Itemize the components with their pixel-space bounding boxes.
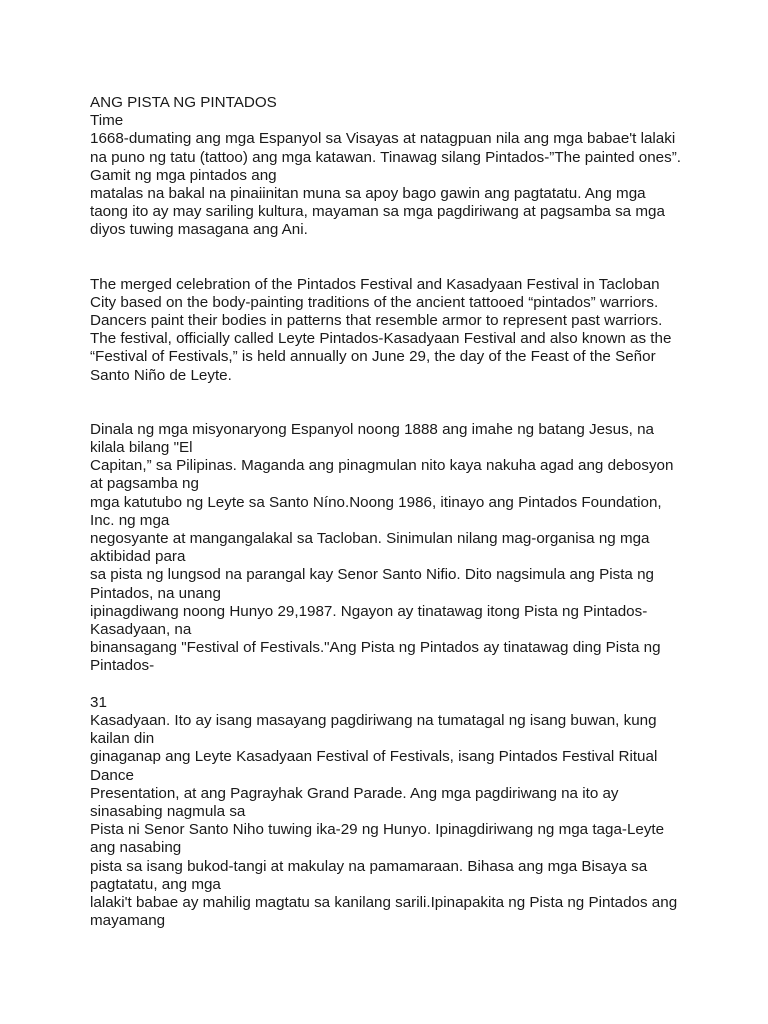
text-line: Pintados- — [90, 657, 155, 675]
text-line: kilala bilang "El — [90, 439, 193, 457]
section-history-tagalog — [90, 94, 730, 240]
text-line: City based on the body-painting traditions of the ancient tattooed “pintados” warriors. — [90, 293, 659, 311]
paragraph-gap — [90, 240, 730, 276]
text-line: negosyante at mangangalakal sa Tacloban. Sinimulan nilang mag-organisa ng mga — [90, 530, 650, 548]
paragraph-gap — [90, 385, 730, 421]
section-origin-tagalog — [90, 421, 730, 676]
text-line: mayamang — [90, 912, 166, 930]
text-line: 1668-dumating ang mga Espanyol sa Visayas at natagpuan nila ang mga babae't lalaki — [90, 130, 676, 148]
text-line: na puno ng tatu (tattoo) ang mga katawan. Tinawag silang Pintados-”The painted ones”. — [90, 148, 681, 166]
text-line: Presentation, at ang Pagrayhak Grand Parade. Ang mga pagdiriwang na ito ay — [90, 784, 619, 802]
text-line: Time — [90, 112, 124, 130]
text-line: Capitan,” sa Pilipinas. Maganda ang pinagmulan nito kaya nakuha agad ang debosyon — [90, 457, 674, 475]
text-line: taong ito ay may sariling kultura, mayaman sa mga pagdiriwang at pagsamba sa mga — [90, 203, 665, 221]
text-line: Dinala ng mga misyonaryong Espanyol noong 1888 ang imahe ng batang Jesus, na — [90, 420, 655, 438]
text-line: matalas na bakal na pinaiinitan muna sa apoy bago gawin ang pagtatatu. Ang mga — [90, 185, 646, 203]
text-line: binansagang "Festival of Festivals."Ang Pista ng Pintados ay tinatawag ding Pista ng — [90, 639, 661, 657]
text-line: Pintados, na unang — [90, 584, 221, 602]
document-page — [90, 94, 730, 930]
text-line: The merged celebration of the Pintados Festival and Kasadyaan Festival in Tacloban — [90, 275, 660, 293]
text-line: aktibidad para — [90, 548, 186, 566]
text-line: ginaganap ang Leyte Kasadyaan Festival of Festivals, isang Pintados Festival Ritual — [90, 748, 658, 766]
section-celebration-tagalog — [90, 694, 730, 931]
text-line: lalaki't babae ay mahilig magtatu sa kanilang sarili.Ipinapakita ng Pista ng Pintados ang — [90, 893, 678, 911]
text-line: diyos tuwing masagana ang Ani. — [90, 221, 308, 239]
text-line: sinasabing nagmula sa — [90, 802, 246, 820]
text-line: Dance — [90, 766, 134, 784]
text-line: kailan din — [90, 730, 155, 748]
text-line: The festival, officially called Leyte Pintados-Kasadyaan Festival and also known as the — [90, 330, 672, 348]
text-line: at pagsamba ng — [90, 475, 199, 493]
text-line: ipinagdiwang noong Hunyo 29,1987. Ngayon ay tinatawag itong Pista ng Pintados- — [90, 602, 648, 620]
text-line: Kasadyaan. Ito ay isang masayang pagdiriwang na tumatagal ng isang buwan, kung — [90, 711, 657, 729]
page-number: 31 — [90, 693, 107, 711]
paragraph-gap — [90, 676, 730, 694]
text-line: Inc. ng mga — [90, 511, 170, 529]
text-line: Gamit ng mga pintados ang — [90, 166, 277, 184]
text-line: sa pista ng lungsod na parangal kay Senor Santo Nifio. Dito nagsimula ang Pista ng — [90, 566, 654, 584]
text-line: mga katutubo ng Leyte sa Santo Níno.Noong 1986, itinayo ang Pintados Foundation, — [90, 493, 662, 511]
text-line: Kasadyaan, na — [90, 621, 192, 639]
text-line: pista sa isang bukod-tangi at makulay na pamamaraan. Bihasa ang mga Bisaya sa — [90, 857, 648, 875]
document-title: ANG PISTA NG PINTADOS — [90, 94, 277, 111]
text-line: Pista ni Senor Santo Niho tuwing ika-29 ng Hunyo. Ipinagdiriwang ng mga taga-Leyte — [90, 821, 665, 839]
text-line: “Festival of Festivals,” is held annually on June 29, the day of the Feast of the Señor — [90, 348, 656, 366]
section-english-description — [90, 276, 730, 385]
text-line: Santo Niño de Leyte. — [90, 366, 232, 384]
text-line: ang nasabing — [90, 839, 182, 857]
text-line: pagtatatu, ang mga — [90, 875, 221, 893]
text-line: Dancers paint their bodies in patterns that resemble armor to represent past warriors. — [90, 312, 663, 330]
